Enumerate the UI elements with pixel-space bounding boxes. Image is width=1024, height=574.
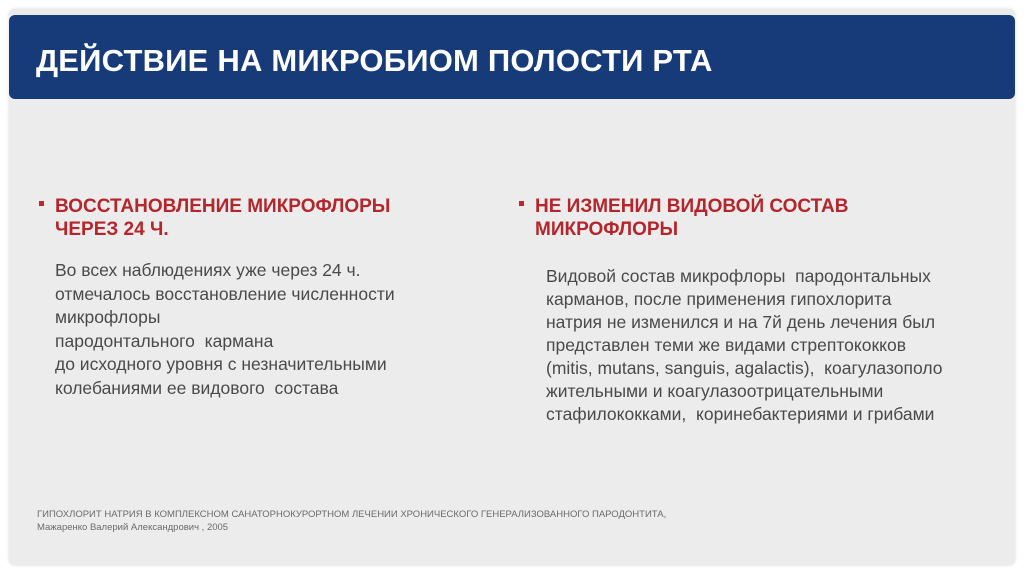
right-heading-line: НЕ ИЗМЕНИЛ ВИДОВОЙ СОСТАВ	[535, 196, 849, 217]
right-column	[517, 195, 987, 426]
right-body-line: жительными и коагулазоотрицательными	[546, 381, 884, 401]
left-column	[37, 195, 477, 400]
left-heading	[55, 195, 477, 241]
bullet-square-icon	[519, 201, 524, 206]
bullet-square-icon	[39, 201, 44, 206]
left-heading-line: ЧЕРЕЗ 24 Ч.	[55, 219, 169, 240]
right-heading-line: МИКРОФЛОРЫ	[535, 219, 679, 240]
slide-title: ДЕЙСТВИЕ НА МИКРОБИОМ ПОЛОСТИ РТА	[36, 43, 713, 78]
left-body-line: до исходного уровня с незначительными	[55, 354, 387, 374]
footer-line: ГИПОХЛОРИТ НАТРИЯ В КОМПЛЕКСНОМ САНАТОРНОКУРОРТНОМ ЛЕЧЕНИИ ХРОНИЧЕСКОГО ГЕНЕРАЛИЗОВАННОГО ПАРОДОНТИТА,	[37, 509, 667, 520]
right-body-line: представлен теми же видами стрептококков	[546, 335, 907, 355]
title-bar	[9, 15, 1015, 99]
footer-line: Мажаренко Валерий Александрович , 2005	[37, 522, 229, 533]
right-heading	[535, 195, 987, 241]
left-heading-row	[37, 195, 477, 241]
right-body-text	[546, 265, 987, 426]
right-heading-row	[517, 195, 987, 241]
right-body-line: карманов, после применения гипохлорита	[546, 289, 892, 309]
left-body-line: пародонтального кармана	[55, 330, 274, 351]
slide	[9, 9, 1015, 565]
left-body-line: микрофлоры	[55, 307, 161, 327]
left-body-text	[55, 259, 477, 400]
left-body-line: колебаниями ее видового состава	[55, 377, 339, 398]
left-heading-line: ВОССТАНОВЛЕНИЕ МИКРОФЛОРЫ	[55, 196, 391, 217]
right-body-line: Видовой состав микрофлоры пародонтальных	[546, 266, 931, 286]
footer-citation	[37, 508, 666, 534]
right-body-line: (mitis, mutans, sanguis, agalactis), коагулазополо	[546, 358, 943, 378]
left-body-line: отмечалось восстановление численности	[55, 283, 395, 304]
right-body-line: натрия не изменился и на 7й день лечения был	[546, 312, 936, 332]
left-body-line: Во всех наблюдениях уже через 24 ч.	[55, 260, 361, 280]
right-body-line: стафилококками, коринебактериями и грибами	[546, 404, 935, 424]
